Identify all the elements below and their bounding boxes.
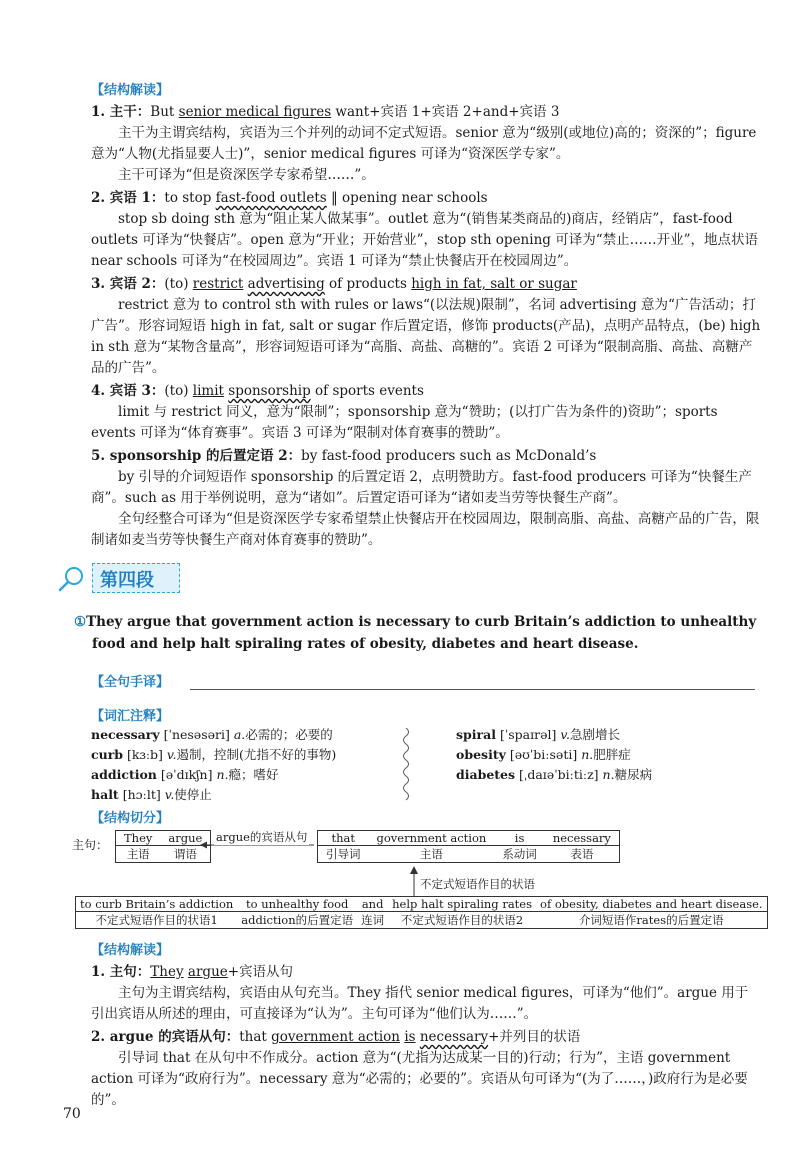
paragraph: 主干可译为“但是资深医学专家希望……”。 xyxy=(118,167,375,183)
diagram-role: 谓语 xyxy=(173,847,197,861)
paragraph: stop sb doing sth 意为“阻止某人做某事”。outlet 意为“(销售某类商品的)商店，经销店”，fast-food outlets 可译为“快餐店”。open 意为“开业；开始营业”，stop sth opening 可译为“禁止……开业”，地点状语 near schools 可译为“在校园周边”。宾语 1 可译为“禁止快餐店开在校园周边”。 xyxy=(91,211,759,269)
diagram-word: government action xyxy=(369,831,495,846)
arrow-up xyxy=(408,866,420,896)
diagram-box-purpose xyxy=(75,896,768,929)
sentence-text: They argue that government action is necessary to curb Britain’s addiction to unhealthy food and help halt spiraling rates of obesity, diabetes and heart disease. xyxy=(86,614,757,652)
diagram-role: 连词 xyxy=(361,913,385,927)
divider-wave xyxy=(399,728,413,804)
arrow1-label: argue的宾语从句 xyxy=(216,830,308,844)
diagram-role: 引导词 xyxy=(326,847,361,861)
structure-tag: 【结构解读】 xyxy=(91,943,170,958)
analysis-section-1 xyxy=(91,79,761,551)
diagram-box-clause xyxy=(317,830,620,863)
paragraph: limit 与 restrict 同义，意为“限制”；sponsorship 意为“赞助；(以打广告为条件的)资助”；sports events 可译为“体育赛事”。宾语 3 可译为“限制对体育赛事的赞助”。 xyxy=(91,404,718,441)
paragraph: 主干为主谓宾结构，宾语为三个并列的动词不定式短语。senior 意为“级别(或地位)高的；资深的”；figure 意为“人物(尤指显要人士)”，senior medical figures 可译为“资深医学专家”。 xyxy=(91,125,757,162)
section-header xyxy=(58,563,188,595)
sentence-number: ① xyxy=(74,614,87,630)
heading-5: 5. sponsorship 的后置定语 2：by fast-food producers such as McDonald’s xyxy=(91,448,597,464)
translate-tag: 【全句手译】 xyxy=(91,675,170,690)
arrow2-label: 不定式短语作目的状语 xyxy=(420,877,535,891)
diagram-role: 不定式短语作目的状语2 xyxy=(400,913,524,927)
vocab-list-left xyxy=(91,724,336,804)
vocab-item: addiction [əˈdɪkʃn] n.瘾；嗜好 xyxy=(91,767,279,782)
vocab-item: necessary [ˈnesəsəri] a.必需的；必要的 xyxy=(91,727,333,742)
diagram-word: argue xyxy=(160,831,210,846)
translation-line xyxy=(190,689,755,690)
diagram-word: help halt spiraling rates xyxy=(388,897,536,912)
heading-4: 4. 宾语 3：(to) limit sponsorship of sports events xyxy=(91,383,424,399)
vocab-item: diabetes [ˌdaɪəˈbiːtiːz] n.糖尿病 xyxy=(456,767,653,782)
diagram-word: is xyxy=(494,831,545,846)
diagram-word: that xyxy=(318,831,369,846)
diagram-role: 主语 xyxy=(126,847,150,861)
main-clause-label: 主句： xyxy=(72,838,109,852)
paragraph: restrict 意为 to control sth with rules or laws“(以法规)限制”，名词 advertising 意为“广告活动；打广告”。形容词短语 high in fat, salt or sugar 作后置定语，修饰 products(产品)，点明产品特点，(be) high in sth 意为“某物含量高”，形容词短语可译为“高脂、高盐、高糖的”。宾语 2 可译为“限制高脂、高盐、高糖产品的广告”。 xyxy=(91,297,761,376)
diagram-role: 不定式短语作目的状语1 xyxy=(95,913,218,927)
heading-3: 3. 宾语 2：(to) restrict advertising of products high in fat, salt or sugar xyxy=(91,276,577,292)
paragraph: 引导词 that 在从句中不作成分。action 意为“(尤指为达成某一目的)行动；行为”，主语 government action 可译为“政府行为”。necessary 意为“必需的；必要的”。宾语从句可译为“(为了……，)政府行为是必要的”。 xyxy=(91,1050,748,1108)
structure-tag: 【结构解读】 xyxy=(91,83,170,98)
diagram-word: to curb Britain’s addiction xyxy=(76,897,238,912)
heading-2: 2. argue 的宾语从句：that government action is necessary+并列目的状语 xyxy=(91,1029,581,1045)
vocab-tag: 【词汇注释】 xyxy=(91,709,170,724)
diagram-word: of obesity, diabetes and heart disease. xyxy=(536,897,767,912)
magnifier-icon xyxy=(58,565,86,593)
diagram-role: 介词短语作rates的后置定语 xyxy=(578,913,724,927)
diagram-word: necessary xyxy=(545,831,620,846)
paragraph: by 引导的介词短语作 sponsorship 的后置定语 2，点明赞助方。fast-food producers 可译为“快餐生产商”。such as 用于举例说明，意为“诸如”。后置定语可译为“诸如麦当劳等快餐生产商”。 xyxy=(91,469,752,506)
analysis-section-2 xyxy=(91,939,761,1111)
heading-1: 1. 主干：But senior medical figures want+宾语 1+宾语 2+and+宾语 3 xyxy=(91,104,560,120)
diagram-role: 系动词 xyxy=(502,847,537,861)
paragraph: 主句为主谓宾结构，宾语由从句充当。They 指代 senior medical figures，可译为“他们”。argue 用于引出宾语从所述的理由，可直接译为“认为”。主句可译为“他们认为……”。 xyxy=(91,985,749,1022)
section-title: 第四段 xyxy=(100,570,154,591)
diagram-word: They xyxy=(116,831,161,846)
vocab-list-right xyxy=(456,724,652,784)
diagram-role: 主语 xyxy=(419,847,443,861)
vocab-item: halt [hɔːlt] v.使停止 xyxy=(91,787,212,802)
page-number: 70 xyxy=(63,1106,81,1122)
split-tag: 【结构切分】 xyxy=(91,811,170,826)
vocab-item: obesity [əʊˈbiːsəti] n.肥胖症 xyxy=(456,747,631,762)
diagram-word: to unhealthy food xyxy=(237,897,357,912)
diagram-word: and xyxy=(357,897,388,912)
heading-1: 1. 主句：They argue+宾语从句 xyxy=(91,964,294,980)
paragraph: 全句经整合可译为“但是资深医学专家希望禁止快餐店开在校园周边，限制高脂、高盐、高糖产品的广告，限制诸如麦当劳等快餐生产商对体育赛事的赞助”。 xyxy=(91,511,760,548)
key-sentence xyxy=(74,611,764,655)
diagram-role: addiction的后置定语 xyxy=(241,913,354,927)
heading-2: 2. 宾语 1：to stop fast-food outlets ‖ opening near schools xyxy=(91,190,488,206)
vocab-item: curb [kɜːb] v.遏制，控制(尤指不好的事物) xyxy=(91,747,337,762)
vocab-item: spiral [ˈspaɪrəl] v.急剧增长 xyxy=(456,727,620,742)
diagram-box-main xyxy=(115,830,211,863)
diagram-role: 表语 xyxy=(570,847,594,861)
